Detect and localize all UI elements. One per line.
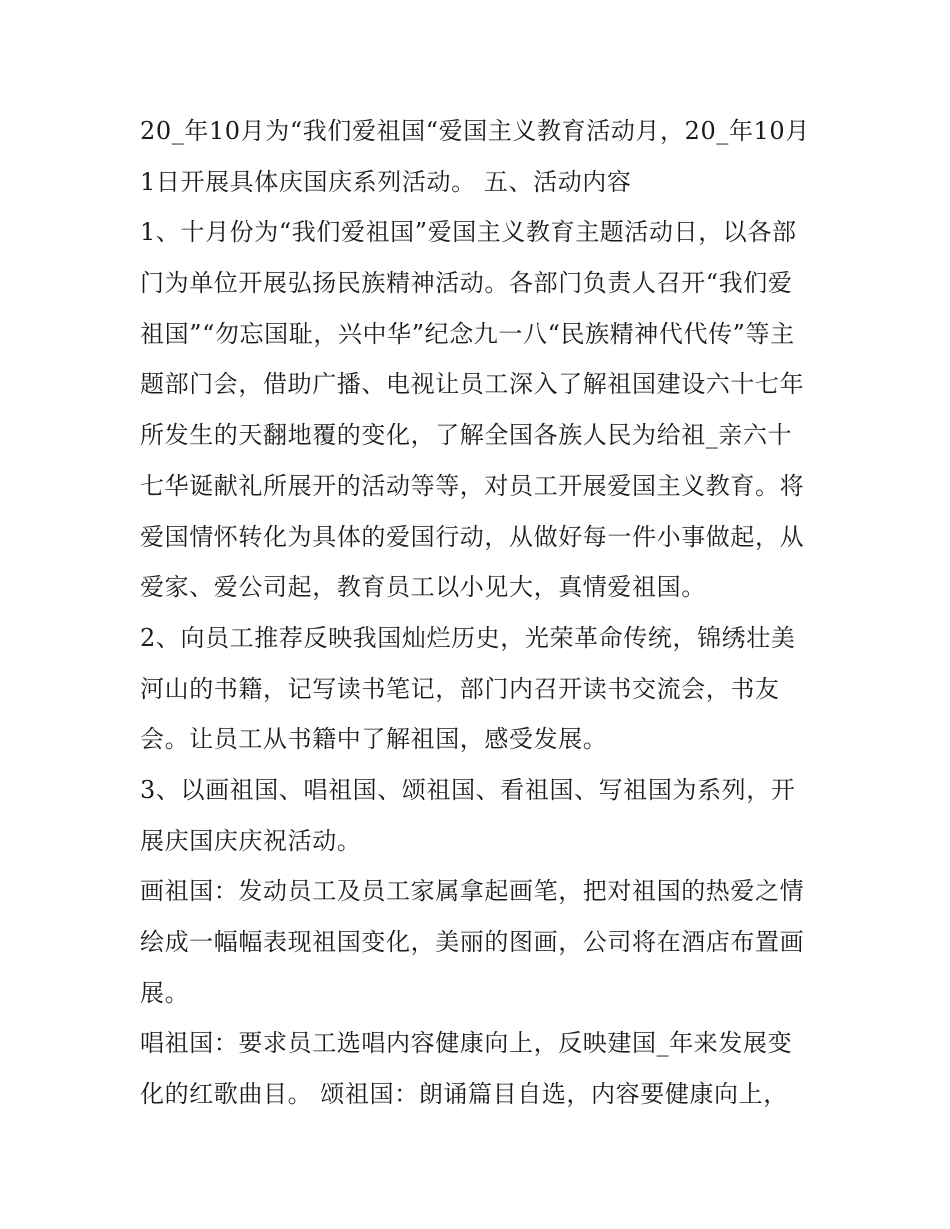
text-line: 20_年10月为“我们爱祖国“爱国主义教育活动月，20_年10月 <box>140 117 810 145</box>
text-line: 所发生的天翻地覆的变化，了解全国各族人民为给祖_亲六十 <box>140 421 793 450</box>
text-line: 七华诞献礼所展开的活动等等，对员工开展爱国主义教育。将 <box>140 471 805 500</box>
text-line: 爱家、爱公司起，教育员工以小见大，真情爱祖国。 <box>140 573 706 602</box>
text-line: 画祖国：发动员工及员工家属拿起画笔，把对祖国的热爱之情 <box>140 877 805 906</box>
text-line: 题部门会，借助广播、电视让员工深入了解祖国建设六十七年 <box>140 370 805 399</box>
text-line: 2、向员工推荐反映我国灿烂历史，光荣革命传统，锦绣壮美 <box>140 623 796 652</box>
text-line: 1、十月份为“我们爱祖国”爱国主义教育主题活动日，以各部 <box>140 218 797 247</box>
text-line: 3、以画祖国、唱祖国、颂祖国、看祖国、写祖国为系列，开 <box>140 775 796 804</box>
document-body <box>140 106 820 1120</box>
text-line: 唱祖国：要求员工选唱内容健康向上，反映建国_年来发展变 <box>140 1029 793 1058</box>
text-line: 展庆国庆庆祝活动。 <box>140 826 362 855</box>
text-line: 祖国”“勿忘国耻，兴中华”纪念九一八“民族精神代代传”等主 <box>140 319 795 348</box>
text-line: 门为单位开展弘扬民族精神活动。各部门负责人召开“我们爱 <box>140 269 793 298</box>
text-line: 河山的书籍，记写读书笔记，部门内召开读书交流会，书友 <box>140 674 780 703</box>
text-line: 会。让员工从书籍中了解祖国，感受发展。 <box>140 725 608 754</box>
text-line: 展。 <box>140 978 190 1007</box>
text-line: 化的红歌曲目。 颂祖国：朗诵篇目自选，内容要健康向上， <box>140 1080 788 1109</box>
text-line: 1日开展具体庆国庆系列活动。 五、活动内容 <box>140 167 632 196</box>
text-line: 爱国情怀转化为具体的爱国行动，从做好每一件小事做起，从 <box>140 522 805 551</box>
text-line: 绘成一幅幅表现祖国变化，美丽的图画，公司将在酒店布置画 <box>140 928 805 956</box>
